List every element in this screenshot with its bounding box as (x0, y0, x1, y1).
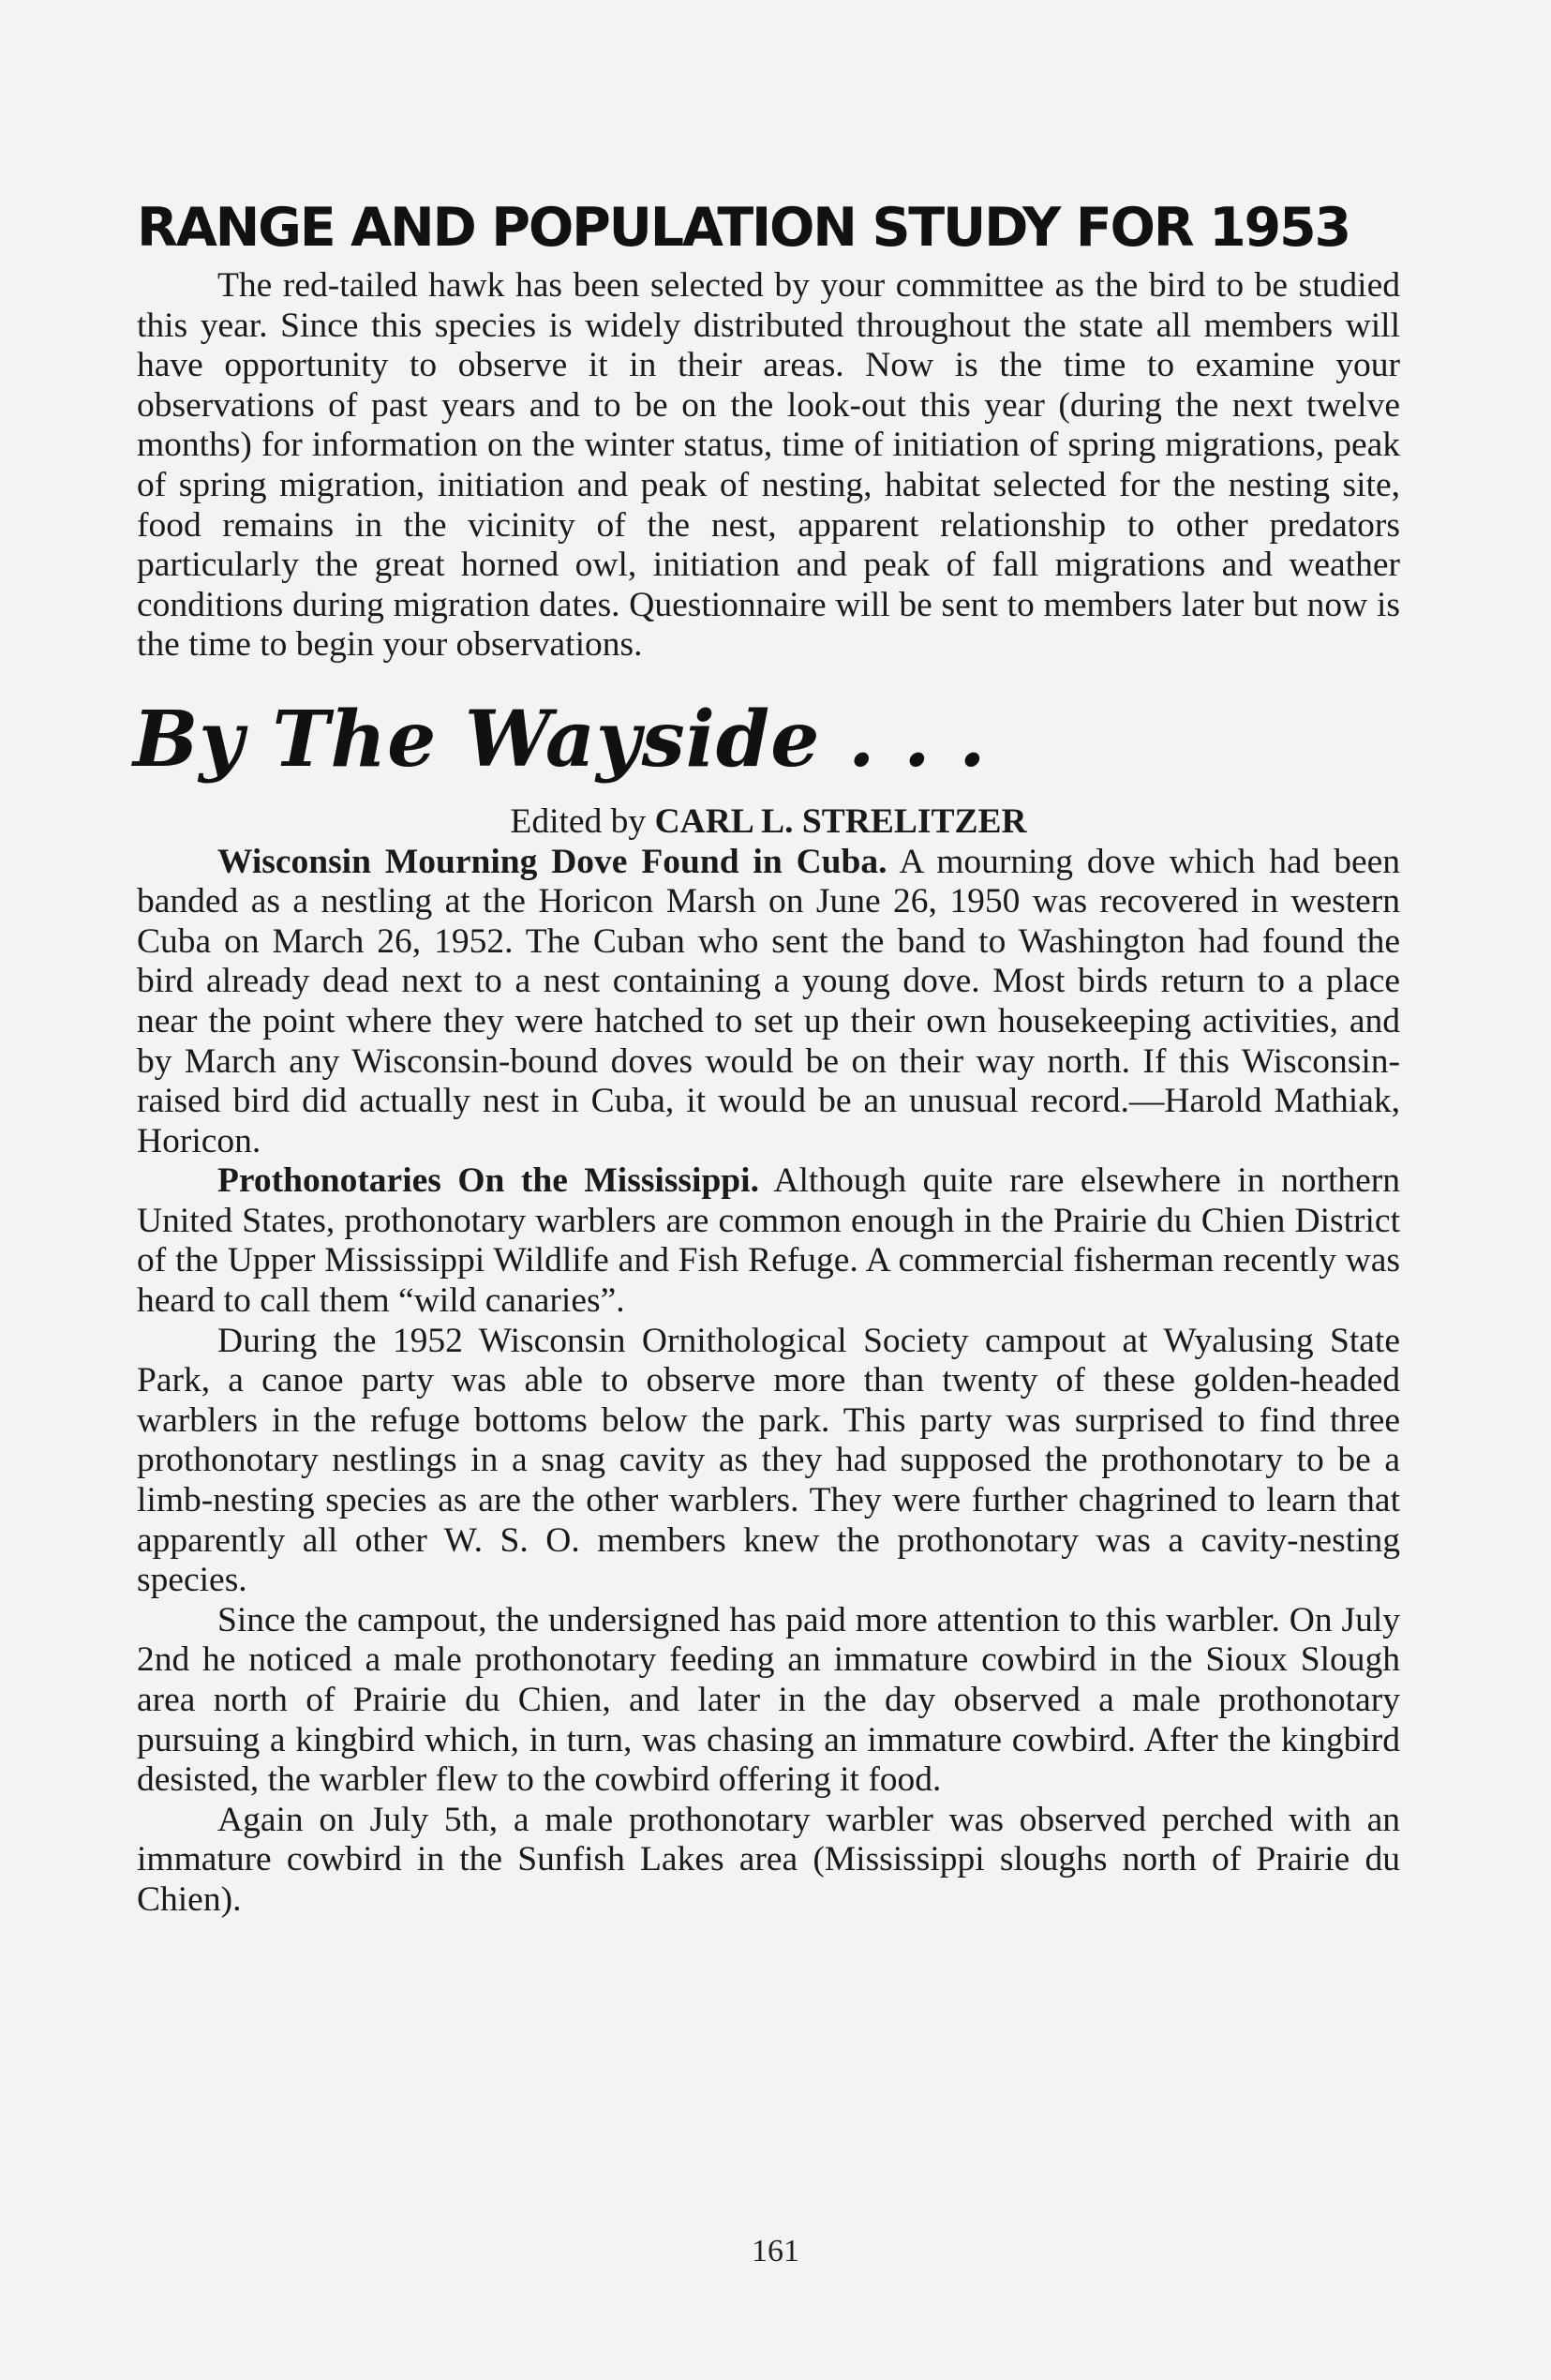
article-prothonotaries (137, 1161, 1400, 1321)
article-dove (137, 843, 1400, 1162)
editor-prefix: Edited by (510, 801, 647, 841)
editor-line (137, 802, 1400, 843)
study-heading: RANGE AND POPULATION STUDY FOR 1953 (137, 197, 1350, 259)
article-title: Prothonotaries On the Mississippi. (217, 1161, 759, 1201)
article-text: Although quite rare elsewhere in northern United States, prothonotary warblers are common enough in the Prairie du Chien District of the Upper Mississippi Wildlife and Fish Refuge. A commercial fisherman recently was heard to call them “wild canaries”. (137, 1161, 1401, 1321)
body-paragraph: Since the campout, the undersigned has paid more attention to this warbler. On July 2nd he noticed a male prothonotary feeding an immature cowbird in the Sioux Slough area north of Prairie du Chien, and later in the day observed a male prothonotary pursuing a kingbird which, in turn, was chasing an immature cowbird. After the kingbird desisted, the warbler flew to the cowbird offering it food. (137, 1600, 1400, 1800)
intro-paragraph: The red-tailed hawk has been selected by your committee as the bird to be studied this year. Since this species is widely distributed throughout the state all members will have opportunity to observe it in their areas. Now is the time to examine your observations of past years and to be on the look-out this year (during the next twelve months) for information on the winter status, time of initiation of spring migrations, peak of spring migration, initiation and peak of nesting, habitat selected for the nesting site, food remains in the vicinity of the nest, apparent relationship to other predators particularly the great horned owl, initiation and peak of fall migrations and weather conditions during migration dates. Questionnaire will be sent to members later but now is the time to begin your observations. (137, 266, 1400, 665)
body-paragraph: During the 1952 Wisconsin Ornithological Society campout at Wyalusing State Park, a canoe party was able to observe more than twenty of these golden-headed warblers in the refuge bottoms below the park. This party was surprised to find three prothonotary nestlings in a snag cavity as they had supposed the prothonotary to be a limb-nesting species as are the other warblers. They were further chagrined to learn that apparently all other W. S. O. members knew the prothonotary was a cavity-nesting species. (137, 1321, 1400, 1600)
article-text: A mourning dove which had been banded as a nestling at the Horicon Marsh on June 26, 1950 was recovered in western Cuba on March 26, 1952. The Cuban who sent the band to Washington had found the bird already dead next to a nest containing a young dove. Most birds return to a place near the point where they were hatched to set up their own housekeeping activities, and by March any Wisconsin-bound doves would be on their way north. If this Wisconsin-raised bird did actually nest in Cuba, it would be an unusual record.—Harold Mathiak, Horicon. (137, 842, 1400, 1160)
section-title: By The Wayside . . . (133, 694, 987, 785)
editor-name: CARL L. STRELITZER (654, 801, 1027, 841)
article-title: Wisconsin Mourning Dove Found in Cuba. (217, 842, 887, 881)
page-number: 161 (752, 2234, 799, 2268)
body-paragraph: Again on July 5th, a male prothonotary warbler was observed perched with an immature cowbird in the Sunfish Lakes area (Mississippi sloughs north of Prairie du Chien). (137, 1800, 1400, 1919)
page-content (133, 197, 1401, 1921)
